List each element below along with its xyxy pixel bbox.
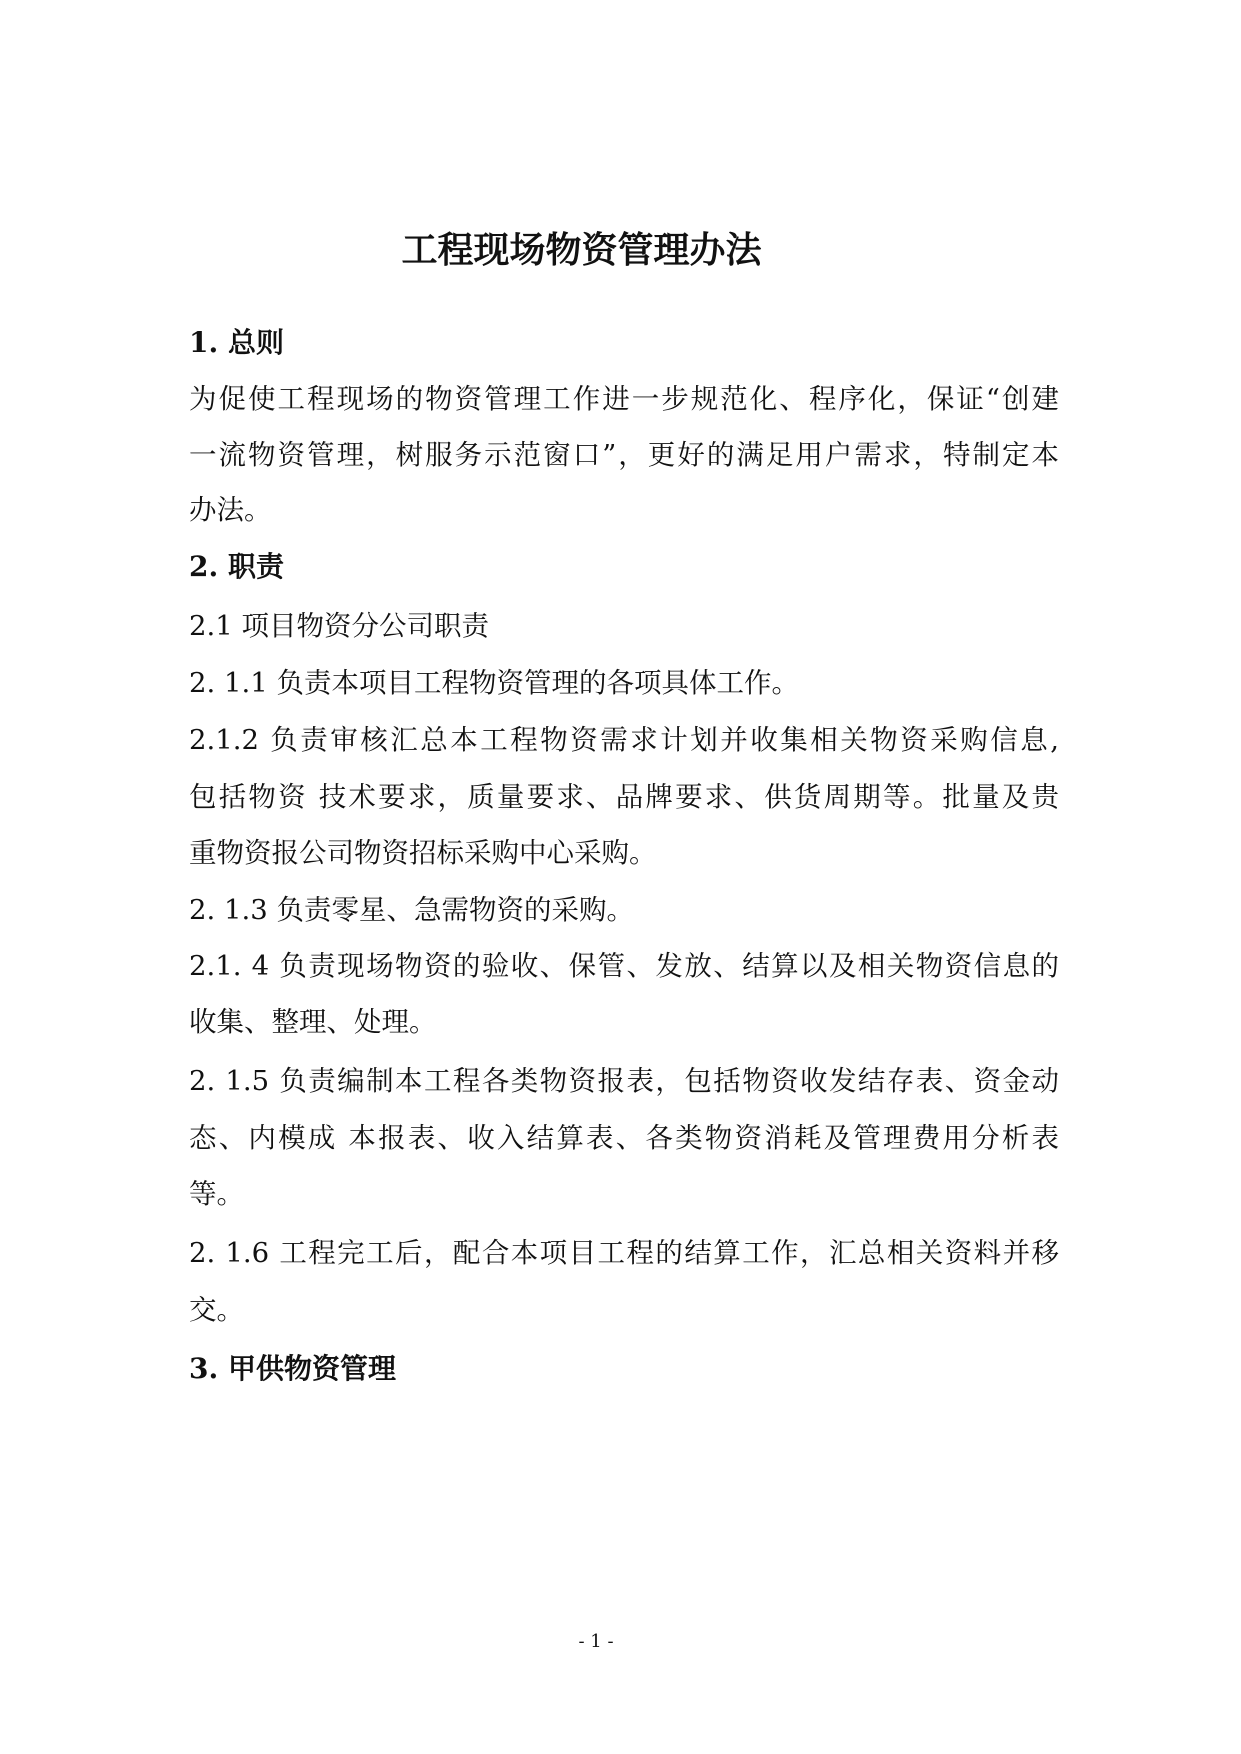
body-line: 2. 1.3 负责零星、急需物资的采购。 — [189, 894, 634, 926]
body-line: 办法。 — [189, 494, 272, 526]
section-heading: 1. 总则 — [189, 326, 284, 359]
section-heading: 3. 甲供物资管理 — [189, 1352, 396, 1385]
section-heading: 2. 职责 — [189, 550, 284, 583]
body-line: 2.1. 4 负责现场物资的验收、保管、发放、结算以及相关物资信息的 — [189, 950, 1059, 982]
body-line: 2.1 项目物资分公司职责 — [189, 610, 489, 642]
body-line: 收集、整理、处理。 — [189, 1006, 437, 1038]
page-number: - 1 - — [578, 1631, 614, 1652]
document-title: 工程现场物资管理办法 — [401, 229, 762, 271]
body-line: 一流物资管理，树服务示范窗口”，更好的满足用户需求，特制定本 — [189, 439, 1059, 471]
body-line: 2. 1.5 负责编制本工程各类物资报表，包括物资收发结存表、资金动 — [189, 1065, 1059, 1097]
body-line: 2. 1.6 工程完工后，配合本项目工程的结算工作，汇总相关资料并移 — [189, 1237, 1059, 1269]
body-line: 2. 1.1 负责本项目工程物资管理的各项具体工作。 — [189, 667, 799, 699]
body-line: 等。 — [189, 1178, 244, 1210]
body-line: 交。 — [189, 1294, 244, 1326]
body-line: 重物资报公司物资招标采购中心采购。 — [189, 837, 657, 869]
body-line: 2.1.2 负责审核汇总本工程物资需求计划并收集相关物资采购信息, — [189, 724, 1059, 756]
body-line: 为促使工程现场的物资管理工作进一步规范化、程序化，保证“创建 — [189, 383, 1059, 415]
body-line: 包括物资 技术要求，质量要求、品牌要求、供货周期等。批量及贵 — [189, 781, 1059, 813]
body-line: 态、内模成 本报表、收入结算表、各类物资消耗及管理费用分析表 — [189, 1122, 1059, 1154]
